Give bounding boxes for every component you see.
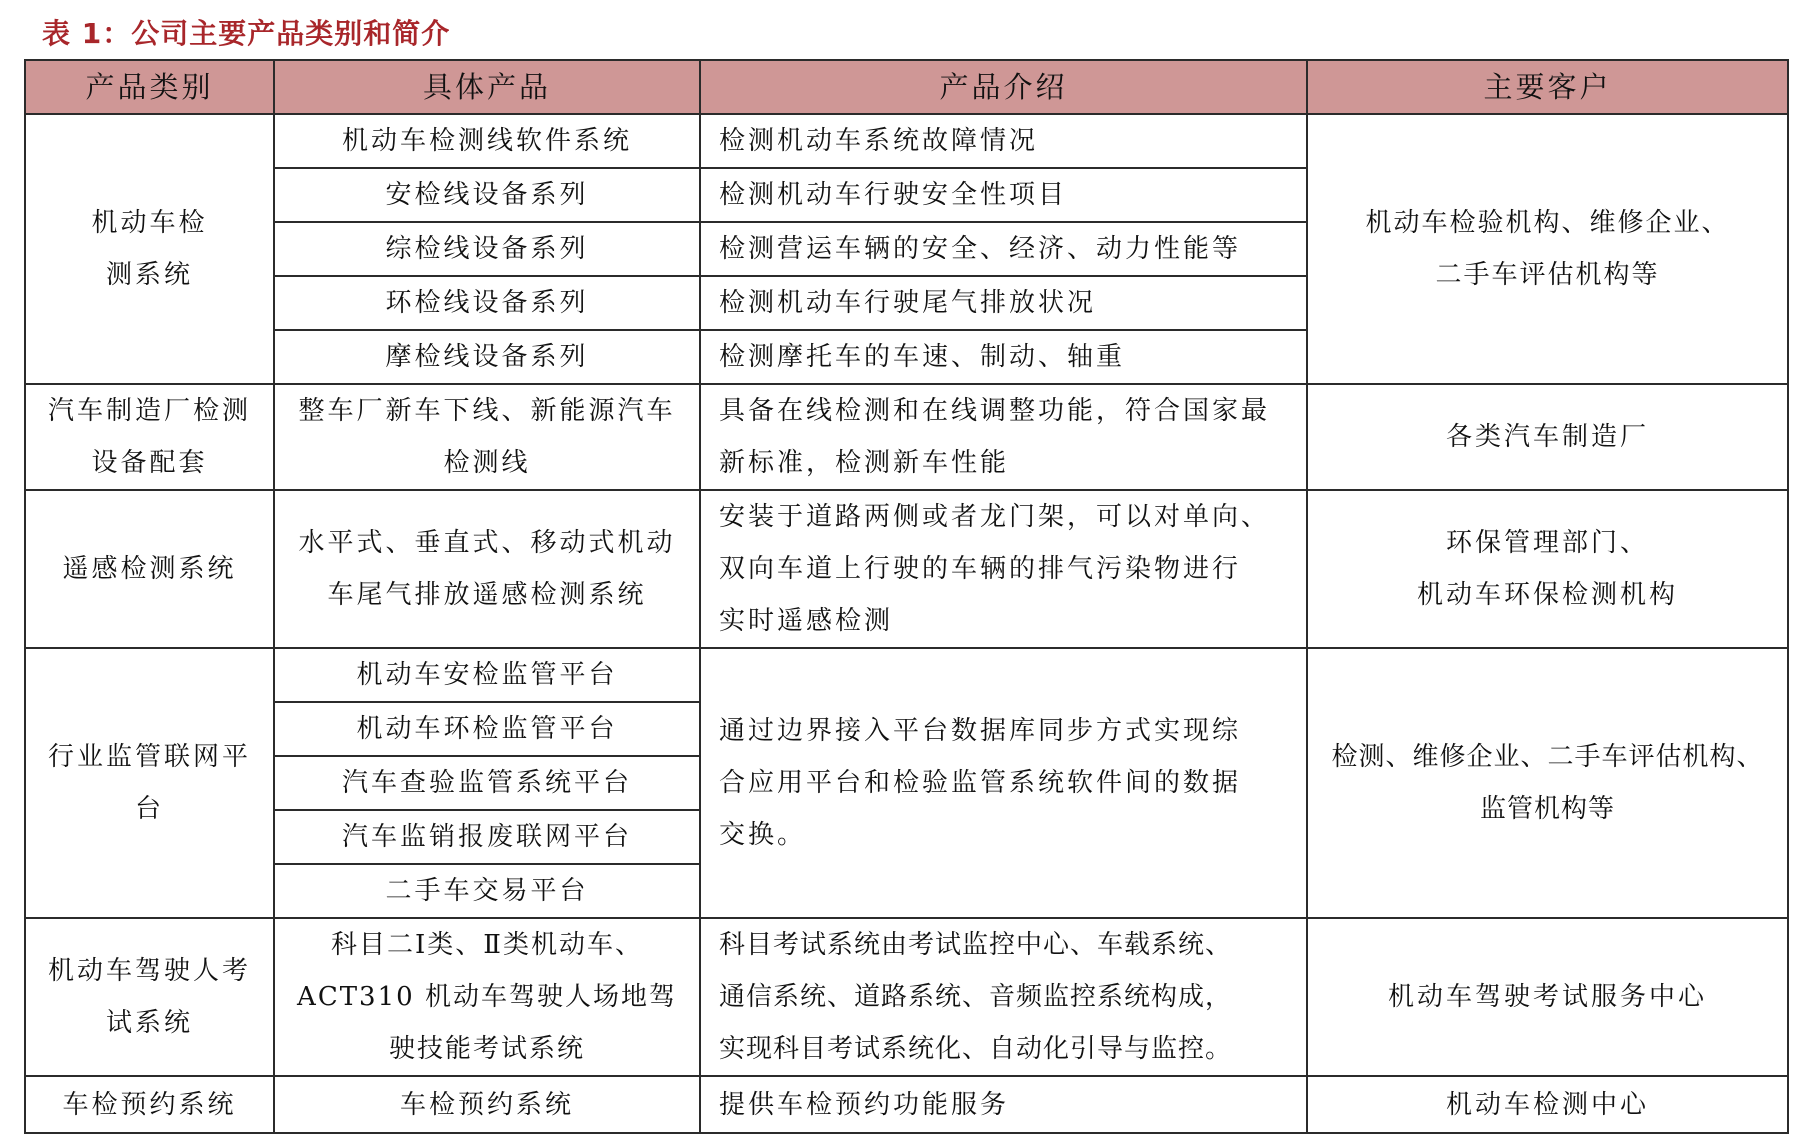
header-customers: 主要客户 [1307, 60, 1788, 114]
intro-cell: 检测摩托车的车速、制动、轴重 [700, 330, 1307, 384]
category-line: 汽车制造厂检测 [47, 396, 251, 426]
category-cell [25, 114, 274, 384]
customer-line: 环保管理部门、 [1445, 528, 1649, 558]
intro-line: 通信系统、道路系统、音频监控系统构成， [719, 982, 1233, 1012]
intro-cell: 检测机动车系统故障情况 [700, 114, 1307, 168]
category-line: 试系统 [105, 1008, 193, 1038]
product-line: 科目二Ⅰ类、Ⅱ类机动车、 [331, 930, 643, 960]
customers-cell [1307, 114, 1788, 384]
intro-line: 新标准，检测新车性能 [719, 448, 1010, 478]
category-cell: 车检预约系统 [25, 1076, 274, 1133]
table-row [25, 490, 1788, 648]
table-row [25, 918, 1788, 1076]
table-row [25, 648, 1788, 702]
product-cell: 综检线设备系列 [274, 222, 700, 276]
product-line: 水平式、垂直式、移动式机动 [298, 528, 676, 558]
header-product: 具体产品 [274, 60, 700, 114]
customers-cell [1307, 648, 1788, 918]
customer-line: 二手车评估机构等 [1435, 260, 1660, 290]
intro-line: 合应用平台和检验监管系统软件间的数据 [719, 768, 1242, 798]
category-line: 机动车检 [91, 208, 208, 238]
product-cell [274, 384, 700, 490]
intro-cell: 提供车检预约功能服务 [700, 1076, 1307, 1133]
category-cell [25, 918, 274, 1076]
header-category: 产品类别 [25, 60, 274, 114]
product-line: 驶技能考试系统 [388, 1034, 585, 1064]
category-line: 设备配套 [91, 448, 208, 478]
customers-cell: 机动车驾驶考试服务中心 [1307, 918, 1788, 1076]
category-cell [25, 648, 274, 918]
table-title: 表 1：公司主要产品类别和简介 [42, 17, 451, 50]
intro-cell: 检测机动车行驶尾气排放状况 [700, 276, 1307, 330]
product-cell: 汽车查验监管系统平台 [274, 756, 700, 810]
product-cell: 汽车监销报废联网平台 [274, 810, 700, 864]
product-line: 检测线 [443, 448, 531, 478]
intro-line: 实时遥感检测 [719, 606, 894, 636]
product-cell: 安检线设备系列 [274, 168, 700, 222]
product-cell: 环检线设备系列 [274, 276, 700, 330]
intro-cell: 检测机动车行驶安全性项目 [700, 168, 1307, 222]
header-row [25, 60, 1788, 114]
intro-cell [700, 648, 1307, 918]
customers-cell [1307, 490, 1788, 648]
product-cell: 二手车交易平台 [274, 864, 700, 918]
intro-cell [700, 918, 1307, 1076]
table-row [25, 384, 1788, 490]
intro-cell [700, 490, 1307, 648]
intro-cell [700, 384, 1307, 490]
intro-line: 通过边界接入平台数据库同步方式实现综 [719, 716, 1242, 746]
product-cell [274, 490, 700, 648]
product-cell: 机动车检测线软件系统 [274, 114, 700, 168]
product-line: 车尾气排放遥感检测系统 [327, 580, 647, 610]
customers-cell: 机动车检测中心 [1307, 1076, 1788, 1133]
product-line: 整车厂新车下线、新能源汽车 [298, 396, 676, 426]
product-cell: 摩检线设备系列 [274, 330, 700, 384]
intro-cell: 检测营运车辆的安全、经济、动力性能等 [700, 222, 1307, 276]
intro-line: 科目考试系统由考试监控中心、车载系统、 [719, 930, 1233, 960]
category-line: 台 [134, 794, 164, 824]
intro-line: 交换。 [719, 820, 807, 850]
category-cell [25, 384, 274, 490]
product-line: ACT310 机动车驾驶人场地驾 [297, 982, 677, 1012]
customer-line: 机动车环保检测机构 [1416, 580, 1678, 610]
product-cell: 车检预约系统 [274, 1076, 700, 1133]
category-line: 测系统 [105, 260, 193, 290]
category-line: 机动车驾驶人考 [47, 956, 251, 986]
table-row [25, 114, 1788, 168]
customer-line: 检测、维修企业、二手车评估机构、 [1331, 742, 1764, 772]
intro-line: 安装于道路两侧或者龙门架，可以对单向、 [719, 502, 1271, 532]
customer-line: 监管机构等 [1479, 794, 1615, 824]
product-cell [274, 918, 700, 1076]
table-row [25, 1076, 1788, 1133]
customers-cell: 各类汽车制造厂 [1307, 384, 1788, 490]
customer-line: 机动车检验机构、维修企业、 [1365, 208, 1730, 238]
product-cell: 机动车安检监管平台 [274, 648, 700, 702]
category-line: 行业监管联网平 [47, 742, 251, 772]
header-intro: 产品介绍 [700, 60, 1307, 114]
category-cell: 遥感检测系统 [25, 490, 274, 648]
intro-line: 具备在线检测和在线调整功能，符合国家最 [719, 396, 1271, 426]
product-table [24, 59, 1789, 1134]
product-cell: 机动车环检监管平台 [274, 702, 700, 756]
intro-line: 双向车道上行驶的车辆的排气污染物进行 [719, 554, 1242, 584]
intro-line: 实现科目考试系统化、自动化引导与监控。 [719, 1034, 1233, 1064]
